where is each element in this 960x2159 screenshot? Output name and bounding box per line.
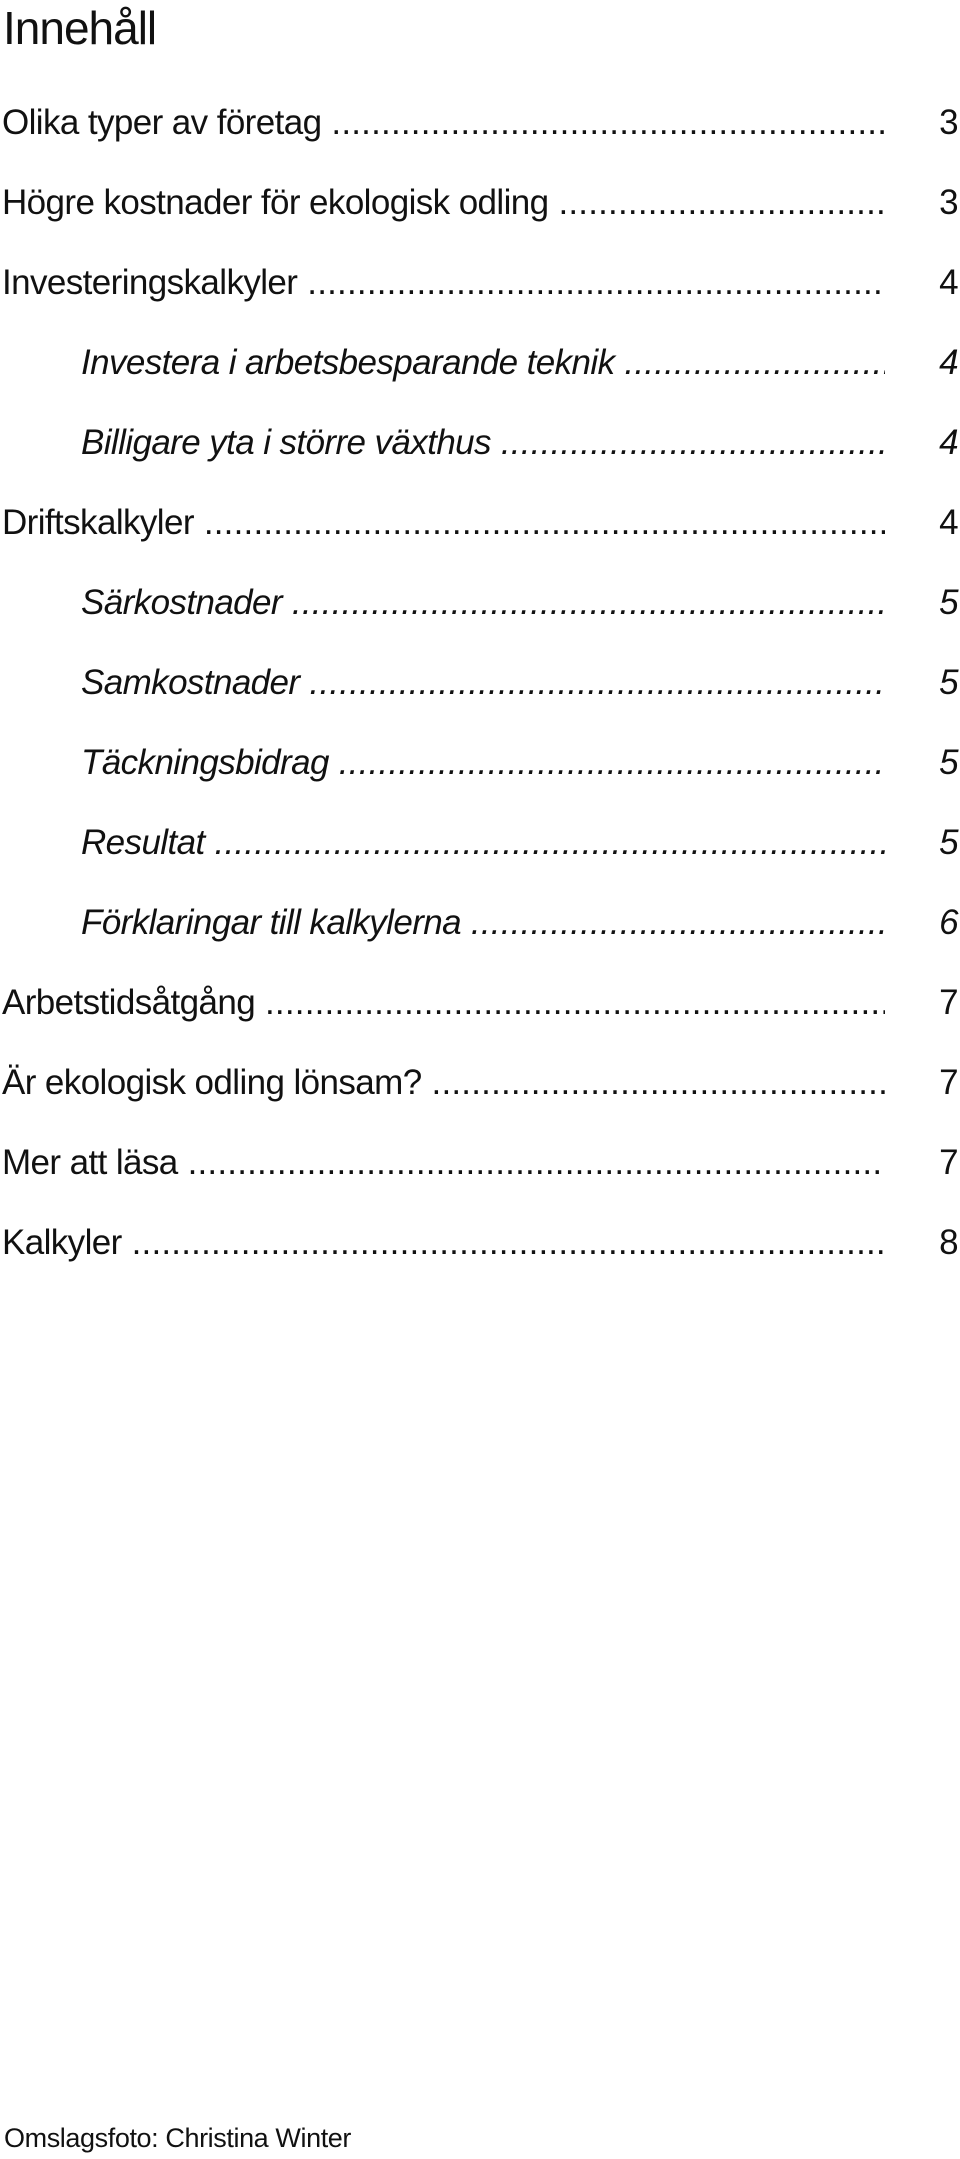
dot-leader — [615, 343, 886, 382]
toc-page-number: 4 — [939, 423, 958, 462]
toc-entry-mer-att-lasa[interactable] — [0, 1136, 960, 1190]
page-title: Innehåll — [3, 2, 157, 54]
toc-entry-investera-teknik[interactable] — [0, 336, 960, 390]
dot-leader — [422, 1063, 885, 1102]
dot-leader — [299, 663, 885, 702]
toc-entry-billigare-yta[interactable] — [0, 416, 960, 470]
toc-entry-label: Arbetstidsåtgång — [2, 983, 256, 1022]
toc-entry-label: Särkostnader — [81, 583, 282, 622]
toc-entry-label: Kalkyler — [2, 1223, 122, 1262]
toc-entry-label: Investeringskalkyler — [2, 263, 298, 302]
toc-entry-olika-typer-av-foretag[interactable] — [0, 96, 960, 150]
toc-page-number: 5 — [939, 583, 958, 622]
toc-page-number: 3 — [939, 183, 958, 222]
toc-entry-forklaringar[interactable] — [0, 896, 960, 950]
dot-leader — [297, 263, 885, 302]
dot-leader — [282, 583, 885, 622]
toc-page-number: 3 — [939, 103, 958, 142]
toc-entry-label: Förklaringar till kalkylerna — [81, 903, 461, 942]
toc-entry-tackningsbidrag[interactable] — [0, 736, 960, 790]
toc-page-number: 5 — [939, 823, 958, 862]
toc-entry-kalkyler[interactable] — [0, 1216, 960, 1270]
toc-entry-label: Högre kostnader för ekologisk odling — [2, 183, 549, 222]
toc-page-number: 7 — [939, 1063, 958, 1102]
toc-entry-label: Investera i arbetsbesparande teknik — [81, 343, 615, 382]
toc-page-number: 4 — [939, 263, 958, 302]
toc-entry-label: Driftskalkyler — [2, 503, 194, 542]
toc-page-number: 7 — [939, 983, 958, 1022]
toc-page-number: 7 — [939, 1143, 958, 1182]
dot-leader — [205, 823, 885, 862]
toc-page-number: 5 — [939, 743, 958, 782]
toc-entry-label: Täckningsbidrag — [81, 743, 329, 782]
toc-entry-label: Samkostnader — [81, 663, 300, 702]
dot-leader — [491, 423, 885, 462]
toc-entry-label: Resultat — [81, 823, 205, 862]
toc-page-number: 4 — [939, 343, 958, 382]
dot-leader — [549, 183, 885, 222]
toc-page-number: 6 — [939, 903, 958, 942]
toc-entry-arbetstidsatgang[interactable] — [0, 976, 960, 1030]
dot-leader — [461, 903, 885, 942]
toc-entry-ar-ekologisk-odling-lonsam[interactable] — [0, 1056, 960, 1110]
dot-leader — [122, 1223, 885, 1262]
toc-page-number: 8 — [939, 1223, 958, 1262]
toc-entry-sarkostnader[interactable] — [0, 576, 960, 630]
toc-entry-driftskalkyler[interactable] — [0, 496, 960, 550]
toc-entry-hogre-kostnader[interactable] — [0, 176, 960, 230]
toc-entry-label: Billigare yta i större växthus — [81, 423, 491, 462]
toc-entry-investeringskalkyler[interactable] — [0, 256, 960, 310]
toc-page-number: 4 — [939, 503, 958, 542]
photo-credit: Omslagsfoto: Christina Winter — [4, 2123, 352, 2153]
toc-entry-resultat[interactable] — [0, 816, 960, 870]
dot-leader — [321, 103, 885, 142]
dot-leader — [329, 743, 885, 782]
toc-entry-label: Mer att läsa — [2, 1143, 178, 1182]
toc-entry-label: Olika typer av företag — [2, 103, 322, 142]
dot-leader — [178, 1143, 885, 1182]
toc-entry-label: Är ekologisk odling lönsam? — [2, 1063, 422, 1102]
dot-leader — [194, 503, 885, 542]
dot-leader — [255, 983, 885, 1022]
toc-page-number: 5 — [939, 663, 958, 702]
toc-entry-samkostnader[interactable] — [0, 656, 960, 710]
